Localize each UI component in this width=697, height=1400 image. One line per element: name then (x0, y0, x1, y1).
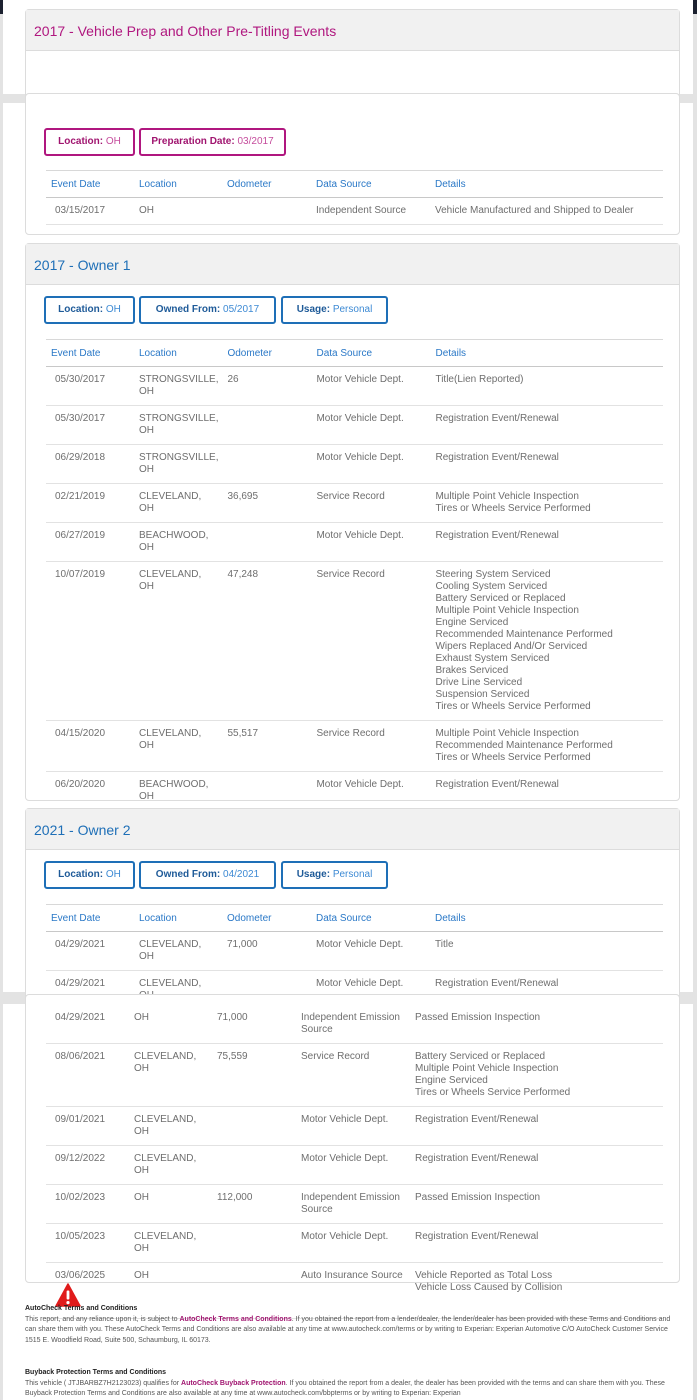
data-source-cell: Service Record (311, 484, 430, 523)
location-badge: Location: OH (44, 861, 135, 889)
details-cell (430, 367, 663, 406)
event-date-cell (46, 1185, 129, 1224)
owned-from-badge: Owned From: 04/2021 (139, 861, 276, 889)
details-cell (430, 445, 663, 484)
col-details: Details (430, 171, 663, 198)
detail-line: Title(Lien Reported) (435, 374, 524, 385)
event-date-cell (46, 562, 134, 721)
event-date-cell (46, 367, 134, 406)
event-date: 09/01/2021 (55, 1114, 106, 1125)
detail-line: Passed Emission Inspection (415, 1192, 541, 1203)
event-date: 06/29/2018 (55, 452, 106, 463)
location-cell: CLEVELAND, OH (129, 1224, 212, 1263)
odometer-cell (212, 1224, 296, 1263)
detail-line: Wipers Replaced And/Or Serviced (435, 641, 588, 652)
location-cell: CLEVELAND, OH (134, 721, 222, 772)
detail-line: Tires or Wheels Service Performed (435, 752, 591, 763)
table-row (46, 1107, 663, 1146)
detail-line: Vehicle Loss Caused by Collision (415, 1282, 563, 1293)
col-event-date: Event Date (46, 171, 134, 198)
location-cell: CLEVELAND, OH (134, 484, 222, 523)
location-badge: Location: OH (44, 128, 135, 156)
event-date: 05/30/2017 (55, 374, 106, 385)
col-location: Location (134, 171, 222, 198)
odometer-cell (222, 198, 311, 225)
odometer-cell: 47,248 (222, 562, 311, 721)
event-date: 10/05/2023 (55, 1231, 106, 1242)
usage-badge: Usage: Personal (281, 861, 388, 889)
events-table (46, 1005, 663, 1319)
details-cell (410, 1005, 663, 1044)
event-date: 06/20/2020 (55, 779, 106, 790)
detail-line: Registration Event/Renewal (435, 530, 559, 541)
data-source-cell: Motor Vehicle Dept. (311, 772, 430, 811)
details-cell (410, 1044, 663, 1107)
location-badge: Location: OH (44, 296, 135, 324)
odometer-cell (212, 1107, 296, 1146)
event-date-cell (46, 1146, 129, 1185)
col-location: Location (134, 905, 222, 932)
events-table (46, 339, 663, 811)
event-date: 04/15/2020 (55, 728, 106, 739)
detail-line: Cooling System Serviced (435, 581, 548, 592)
odometer-cell (222, 445, 311, 484)
detail-line: Vehicle Reported as Total Loss (415, 1270, 553, 1281)
odometer-cell: 36,695 (222, 484, 311, 523)
event-date-cell (46, 932, 134, 971)
detail-line: Multiple Point Vehicle Inspection (415, 1063, 559, 1074)
detail-line: Engine Serviced (415, 1075, 488, 1086)
owner2-card-continued (25, 994, 680, 1293)
terms-text: This report, and any reliance upon it, is subject to AutoCheck Terms and Conditions. If you obtained the report from a lender/dealer, the lender/dealer has been provided with these Terms and Conditions and can share them with you. These AutoCheck Terms and Conditions are also available at any time at www.autocheck.com/terms or by writing to Experian: Experian Automotive C/O AutoCheck Customer Service 1515 E. Woodfield Road, Suite 500, Schaumburg, IL 60173. (25, 1315, 671, 1344)
table-header-row (46, 340, 663, 367)
detail-line: Multiple Point Vehicle Inspection (435, 491, 579, 502)
event-date-cell (46, 1005, 129, 1044)
odometer-cell: 71,000 (222, 932, 311, 971)
data-source-cell: Independent Emission Source (296, 1005, 410, 1044)
details-cell (430, 523, 663, 562)
col-details: Details (430, 905, 663, 932)
location-cell: OH (134, 198, 222, 225)
table-row (46, 1185, 663, 1224)
event-date: 05/30/2017 (55, 413, 106, 424)
table-row (46, 484, 663, 523)
details-cell (430, 562, 663, 721)
col-details: Details (430, 340, 663, 367)
data-source-cell: Auto Insurance Source (296, 1263, 410, 1319)
details-cell (410, 1185, 663, 1224)
col-event-date: Event Date (46, 905, 134, 932)
detail-line: Vehicle Manufactured and Shipped to Dealer (435, 205, 634, 216)
table-row (46, 1224, 663, 1263)
event-date-cell (46, 1044, 129, 1107)
buyback-terms (25, 1368, 677, 1400)
data-source-cell: Independent Source (311, 198, 430, 225)
detail-line: Registration Event/Renewal (435, 779, 559, 790)
event-date-cell (46, 445, 134, 484)
event-date: 04/29/2021 (55, 1012, 106, 1023)
detail-line: Recommended Maintenance Performed (435, 740, 613, 751)
details-cell (430, 484, 663, 523)
odometer-cell (222, 772, 311, 811)
preparation-date-badge: Preparation Date: 03/2017 (139, 128, 286, 156)
event-date: 10/02/2023 (55, 1192, 106, 1203)
section-title: 2017 - Vehicle Prep and Other Pre-Titling Events (26, 10, 679, 51)
event-date-cell (46, 406, 134, 445)
data-source-cell: Motor Vehicle Dept. (296, 1107, 410, 1146)
owner2-title: 2021 - Owner 2 (26, 809, 679, 850)
odometer-cell: 75,559 (212, 1044, 296, 1107)
details-cell (410, 1224, 663, 1263)
details-cell (430, 406, 663, 445)
table-body (46, 198, 663, 225)
buyback-text: This vehicle ( JTJBARBZ7H2123023) qualifies for AutoCheck Buyback Protection. If you obtained the report from a dealer, the dealer has been provided with the terms and can share them with you. These Buyback Protection Terms and Conditions are also available at any time at www.autocheck.com/bbpterms or by writing to Experian: Experian (25, 1379, 665, 1397)
col-event-date: Event Date (46, 340, 134, 367)
history-panel (3, 103, 693, 992)
details-cell (410, 1146, 663, 1185)
details-cell (430, 932, 663, 971)
event-date-cell (46, 1224, 129, 1263)
odometer-cell: 55,517 (222, 721, 311, 772)
detail-line: Suspension Serviced (435, 689, 530, 700)
location-cell: STRONGSVILLE, OH (134, 445, 222, 484)
pretitle-details-card (25, 93, 680, 235)
location-cell: STRONGSVILLE, OH (134, 406, 222, 445)
table-row (46, 523, 663, 562)
data-source-cell: Service Record (311, 721, 430, 772)
location-cell: OH (129, 1185, 212, 1224)
col-location: Location (134, 340, 222, 367)
table-body (46, 367, 663, 811)
detail-line: Multiple Point Vehicle Inspection (435, 605, 579, 616)
location-cell: OH (129, 1005, 212, 1044)
detail-line: Recommended Maintenance Performed (435, 629, 613, 640)
detail-line: Battery Serviced or Replaced (415, 1051, 546, 1062)
col-odometer: Odometer (222, 171, 311, 198)
buyback-title: Buyback Protection Terms and Conditions (25, 1369, 167, 1376)
event-date: 04/29/2021 (55, 978, 106, 989)
table-row (46, 445, 663, 484)
events-table (46, 170, 663, 225)
event-date-cell (46, 1107, 129, 1146)
table-row (46, 1044, 663, 1107)
owner1-card (25, 243, 680, 801)
detail-line: Steering System Serviced (435, 569, 551, 580)
event-date: 02/21/2019 (55, 491, 106, 502)
details-cell (430, 721, 663, 772)
data-source-cell: Motor Vehicle Dept. (311, 523, 430, 562)
detail-line: Tires or Wheels Service Performed (435, 701, 591, 712)
table-header-row (46, 171, 663, 198)
odometer-cell: 26 (222, 367, 311, 406)
detail-line: Tires or Wheels Service Performed (415, 1087, 571, 1098)
detail-line: Battery Serviced or Replaced (435, 593, 566, 604)
odometer-cell: 112,000 (212, 1185, 296, 1224)
event-date-cell (46, 772, 134, 811)
location-cell: CLEVELAND, OH (129, 1044, 212, 1107)
detail-line: Tires or Wheels Service Performed (435, 503, 591, 514)
data-source-cell: Motor Vehicle Dept. (311, 406, 430, 445)
location-cell: BEACHWOOD, OH (134, 772, 222, 811)
detail-line: Engine Serviced (435, 617, 509, 628)
odometer-cell (212, 1146, 296, 1185)
history-panel-continued (3, 1004, 693, 1400)
event-date-cell (46, 484, 134, 523)
table-row (46, 562, 663, 721)
owned-from-badge: Owned From: 05/2017 (139, 296, 276, 324)
event-date: 03/15/2017 (55, 205, 106, 216)
event-date: 08/06/2021 (55, 1051, 106, 1062)
table-row (46, 772, 663, 811)
event-date: 09/12/2022 (55, 1153, 106, 1164)
table-row (46, 721, 663, 772)
col-data-source: Data Source (311, 171, 430, 198)
event-date-cell (46, 523, 134, 562)
owner2-card (25, 808, 680, 1010)
event-date: 10/07/2019 (55, 569, 106, 580)
details-cell (430, 198, 663, 225)
table-row (46, 1005, 663, 1044)
buyback-link[interactable]: AutoCheck Buyback Protection (181, 1379, 286, 1387)
event-date: 03/06/2025 (55, 1270, 106, 1281)
location-cell: OH (129, 1263, 212, 1319)
data-source-cell: Service Record (296, 1044, 410, 1107)
data-source-cell: Independent Emission Source (296, 1185, 410, 1224)
odometer-cell (222, 523, 311, 562)
detail-line: Multiple Point Vehicle Inspection (435, 728, 579, 739)
autocheck-terms (25, 1304, 677, 1346)
event-date-cell (46, 198, 134, 225)
location-cell: CLEVELAND, OH (134, 932, 222, 971)
odometer-cell (222, 406, 311, 445)
detail-line: Passed Emission Inspection (415, 1012, 541, 1023)
detail-line: Registration Event/Renewal (435, 452, 559, 463)
detail-line: Drive Line Serviced (435, 677, 523, 688)
data-source-cell: Motor Vehicle Dept. (311, 932, 430, 971)
data-source-cell: Motor Vehicle Dept. (311, 445, 430, 484)
location-cell: STRONGSVILLE, OH (134, 367, 222, 406)
detail-line: Registration Event/Renewal (415, 1231, 539, 1242)
terms-title: AutoCheck Terms and Conditions (25, 1305, 138, 1312)
col-data-source: Data Source (311, 340, 430, 367)
detail-line: Exhaust System Serviced (435, 653, 550, 664)
odometer-cell: 71,000 (212, 1005, 296, 1044)
data-source-cell: Service Record (311, 562, 430, 721)
event-date: 06/27/2019 (55, 530, 106, 541)
table-body (46, 1005, 663, 1319)
owner1-title: 2017 - Owner 1 (26, 244, 679, 285)
table-header-row (46, 905, 663, 932)
detail-line: Registration Event/Renewal (415, 1153, 539, 1164)
event-date: 04/29/2021 (55, 939, 106, 950)
col-odometer: Odometer (222, 340, 311, 367)
table-row (46, 1146, 663, 1185)
col-odometer: Odometer (222, 905, 311, 932)
location-cell: CLEVELAND, OH (134, 562, 222, 721)
data-source-cell: Motor Vehicle Dept. (311, 367, 430, 406)
detail-line: Brakes Serviced (435, 665, 509, 676)
pretitle-header-panel (3, 0, 693, 94)
table-row (46, 406, 663, 445)
details-cell (430, 772, 663, 811)
table-row (46, 367, 663, 406)
detail-line: Registration Event/Renewal (415, 1114, 539, 1125)
data-source-cell: Motor Vehicle Dept. (296, 1146, 410, 1185)
pretitle-card (25, 9, 680, 106)
data-source-cell: Motor Vehicle Dept. (311, 971, 430, 1010)
location-cell: CLEVELAND, OH (129, 1107, 212, 1146)
detail-line: Title (435, 939, 454, 950)
event-date-cell (46, 721, 134, 772)
detail-line: Registration Event/Renewal (435, 978, 559, 989)
table-row (46, 932, 663, 971)
usage-badge: Usage: Personal (281, 296, 388, 324)
data-source-cell: Motor Vehicle Dept. (296, 1224, 410, 1263)
terms-link[interactable]: AutoCheck Terms and Conditions (179, 1315, 292, 1323)
col-data-source: Data Source (311, 905, 430, 932)
location-cell: CLEVELAND, (134, 971, 222, 1010)
table-row (46, 198, 663, 225)
location-cell: BEACHWOOD, OH (134, 523, 222, 562)
detail-line: Registration Event/Renewal (435, 413, 559, 424)
location-cell: CLEVELAND, OH (129, 1146, 212, 1185)
details-cell (410, 1107, 663, 1146)
